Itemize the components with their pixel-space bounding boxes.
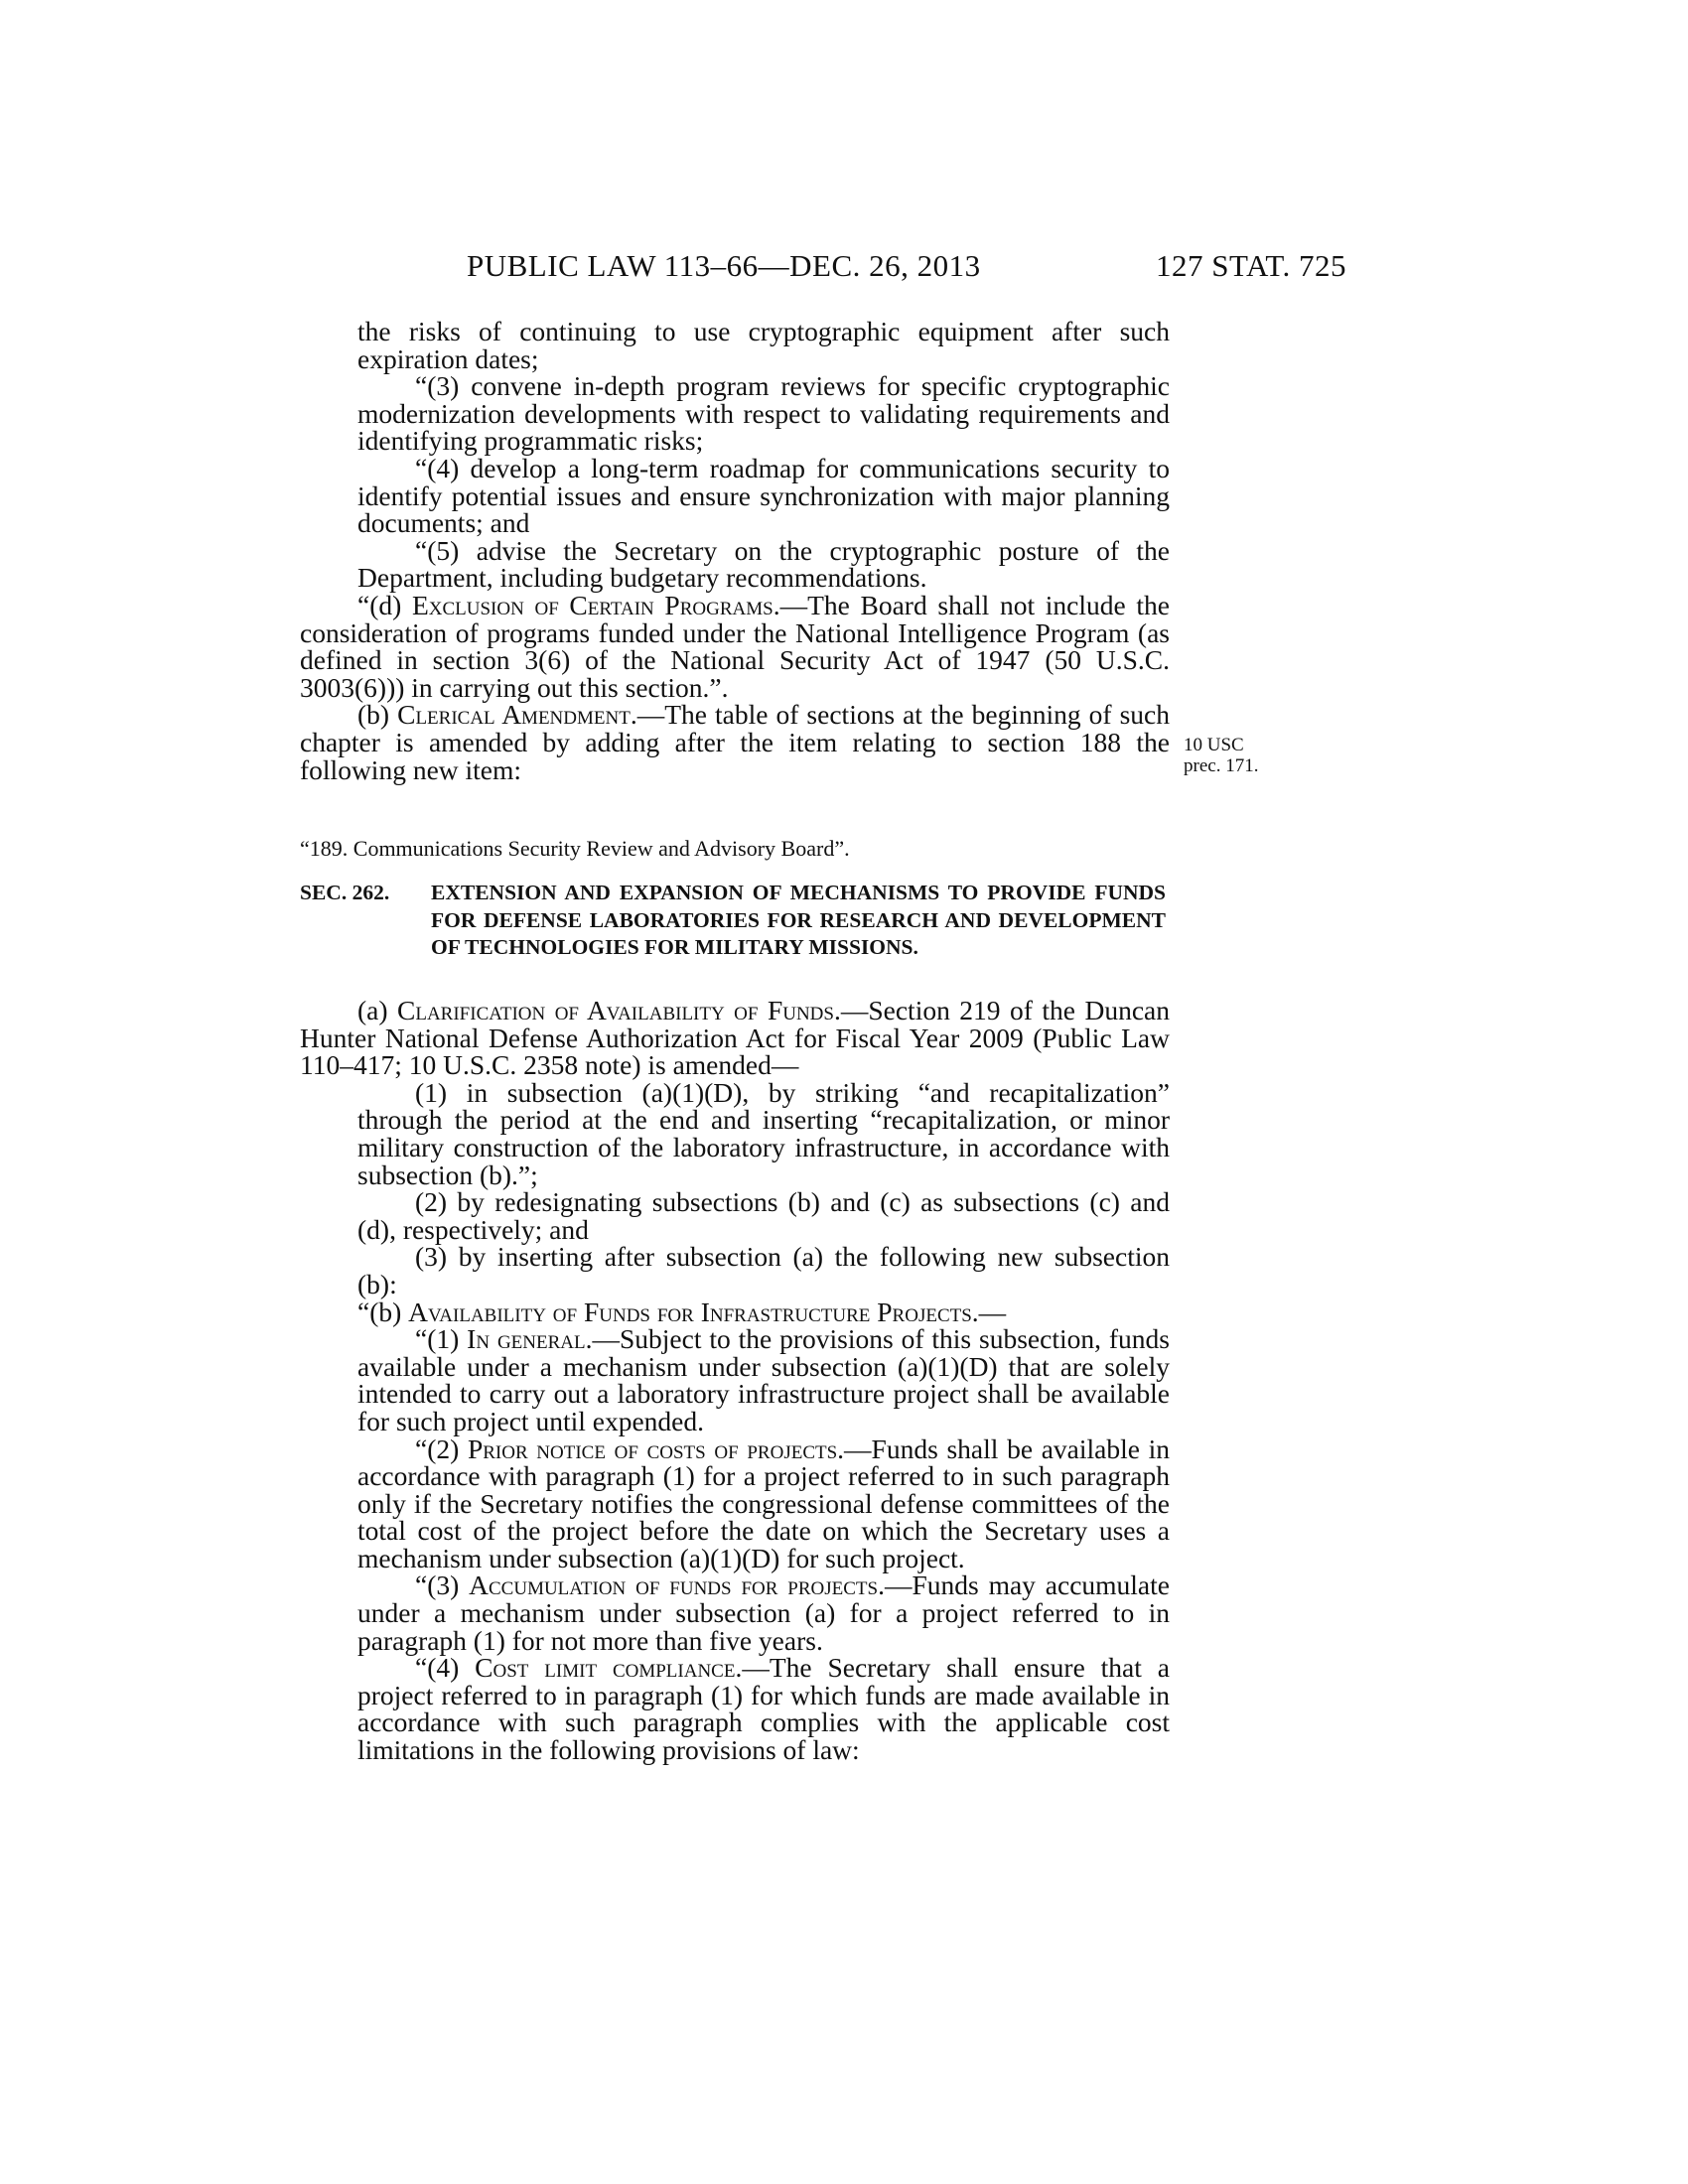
- margin-note-line-2: prec. 171.: [1184, 755, 1259, 776]
- section-number: SEC. 262.: [300, 881, 390, 904]
- section-title: EXTENSION AND EXPANSION OF MECHANISMS TO PROVIDE FUNDS FOR DEFENSE LABORATORIES FOR RESEARCH AND DEVELOPMENT OF TECHNOLOGIES FOR MILITARY MISSIONS.: [431, 881, 1166, 960]
- paragraph-4-text: .—The Secretary shall ensure that a project referred to in paragraph (1) for which funds are made available in accordance with such paragraph complies with the applicable cost limitations in the following provisions of law:: [357, 1652, 1170, 1766]
- subsection-d-heading: Exclusion of Certain Programs: [411, 589, 774, 620]
- amendment-item-3: (3) by inserting after subsection (a) the following new subsection (b):: [357, 1241, 1170, 1299]
- new-subsection-b-dash: .—: [971, 1296, 1007, 1327]
- running-header-title: PUBLIC LAW 113–66—DEC. 26, 2013: [467, 248, 981, 283]
- table-of-sections-item: “189. Communications Security Review and Advisory Board”.: [300, 836, 850, 861]
- clerical-amendment-paragraph: [300, 701, 1170, 783]
- item-5-paragraph: “(5) advise the Secretary on the cryptographic posture of the Department, including budgetary recommendations.: [357, 534, 1170, 594]
- paragraph-1: [357, 1325, 1170, 1434]
- paragraph-1-text: .—Subject to the provisions of this subsection, funds available under a mechanism under subsection (a)(1)(D) that are solely intended to carry out a laboratory infrastructure project shall be available for such project until expended.: [357, 1323, 1170, 1436]
- item-4-paragraph: “(4) develop a long-term roadmap for communications security to identify potential issues and ensure synchronization with major planning documents; and: [357, 452, 1170, 539]
- margin-note: [1184, 735, 1258, 776]
- paragraph-2-text: .—Funds shall be available in accordance with paragraph (1) for a project referred to in such paragraph only if the Secretary notifies the congressional defense committees of the total cost of the project before the date on which the Secretary uses a mechanism under subsection (a)(1)(D) for such project.: [357, 1433, 1171, 1573]
- paragraph-2: [357, 1435, 1170, 1572]
- subsection-a-label: (a): [357, 995, 397, 1025]
- paragraph-3-heading: Accumulation of funds for projects: [469, 1570, 879, 1601]
- new-subsection-b-label: “(b): [357, 1296, 409, 1327]
- paragraph-4: [357, 1652, 1170, 1766]
- continued-paragraph: the risks of continuing to use cryptographic equipment after such expiration dates;: [357, 316, 1170, 374]
- clerical-amendment-text: .—The table of sections at the beginning of such chapter is amended by adding after the item relating to section 188 the following new item:: [300, 699, 1170, 785]
- subsection-a-heading: Clarification of Availability of Funds: [397, 995, 834, 1025]
- item-3-paragraph: “(3) convene in-depth program reviews for specific cryptographic modernization developments with respect to validating requirements and identifying programmatic risks;: [357, 370, 1170, 457]
- subsection-a-text: .—Section 219 of the Duncan Hunter National Defense Authorization Act for Fiscal Year 2009 (Public Law 110–417; 10 U.S.C. 2358 note) is amended—: [300, 995, 1170, 1081]
- clerical-amendment-label: (b): [357, 699, 398, 731]
- paragraph-4-label: “(4): [415, 1652, 476, 1684]
- paragraph-3-text: .—Funds may accumulate under a mechanism under subsection (a) for a project referred to in paragraph (1) for not more than five years.: [357, 1570, 1170, 1656]
- paragraph-1-label: “(1): [415, 1323, 468, 1355]
- new-subsection-b-title: Availability of Funds for Infrastructure Projects: [408, 1296, 972, 1327]
- paragraph-2-heading: Prior notice of costs of projects: [467, 1433, 838, 1464]
- amendment-item-1: (1) in subsection (a)(1)(D), by striking “and recapitalization” through the period at the end and inserting “recapitalization, or minor military construction of the laboratory infrastructure, in accordance with subsection (b).”;: [357, 1076, 1170, 1190]
- paragraph-1-heading: In general: [467, 1323, 586, 1355]
- page-stat-number: 127 STAT. 725: [1156, 248, 1347, 283]
- section-heading: [300, 880, 1170, 962]
- subsection-a-paragraph: [300, 997, 1170, 1079]
- paragraph-2-label: “(2): [415, 1433, 468, 1464]
- clerical-amendment-heading: Clerical Amendment: [397, 699, 631, 731]
- subsection-d-paragraph: [300, 589, 1170, 703]
- margin-note-line-1: 10 USC: [1184, 735, 1244, 755]
- subsection-d-label: “(d): [357, 589, 412, 620]
- paragraph-4-heading: Cost limit compliance: [475, 1652, 736, 1684]
- paragraph-3-label: “(3): [415, 1570, 470, 1601]
- section-262-body: [300, 997, 1170, 1764]
- subsection-d-text: .—The Board shall not include the consideration of programs funded under the National Intelligence Program (as defined in section 3(6) of the National Security Act of 1947 (50 U.S.C. 3003(6))) in carrying out this section.”.: [300, 589, 1170, 703]
- amendment-item-2: (2) by redesignating subsections (b) and (c) as subsections (c) and (d), respectively; and: [357, 1186, 1170, 1245]
- continuation-block: [300, 318, 1170, 783]
- new-subsection-b-heading: [300, 1298, 1170, 1326]
- paragraph-3: [357, 1571, 1170, 1654]
